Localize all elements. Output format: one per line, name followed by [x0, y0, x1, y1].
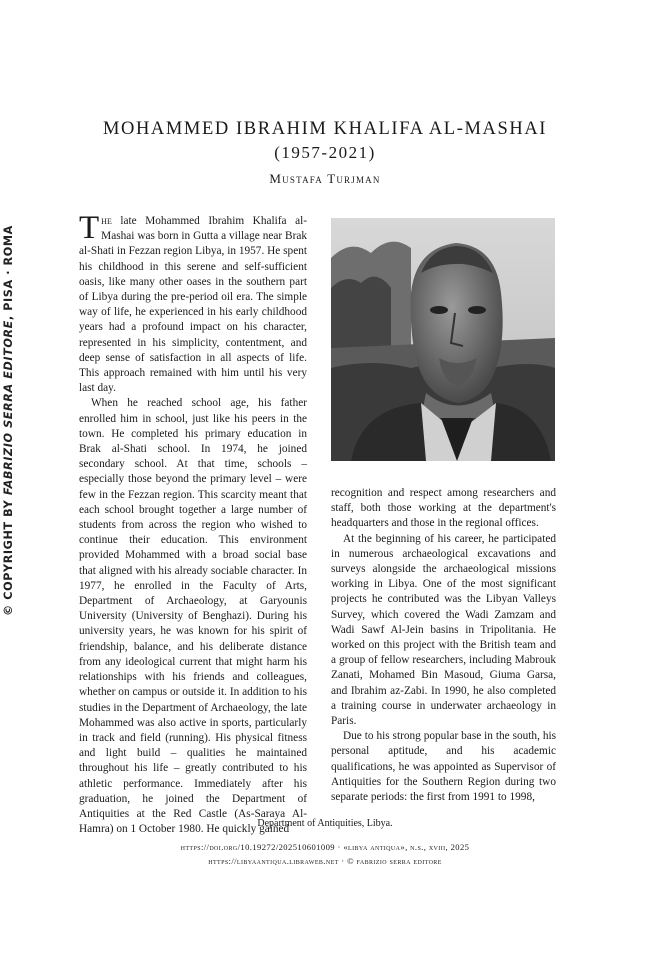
portrait-photo [331, 218, 555, 461]
paragraph: recognition and respect among researchers and staff, both those working at the department's headquarters and those in the regional offices. [331, 487, 556, 530]
copyright-notice: © COPYRIGHT BY FABRIZIO SERRA EDITORE, PISA · ROMA [2, 225, 15, 616]
article-author: Mustafa Turjman [269, 171, 381, 186]
portrait-image [331, 218, 555, 461]
paragraph: When he reached school age, his father enrolled him in school, just like his peers in the town. He completed his primary education in Brak al-Shati school. In 1974, he joined secondary school. At that time, schools – especially those beyond the primary level – were few in the Fezzan region. This scarcity meant that each school brought together a large number of students from across the region who wished to continue their education. This environment provided Mohammed with a broad social base that aligned with his already sociable character. In 1977, he enrolled in the Faculty of Arts, Department of Archaeology, at Garyounis University (University of Benghazi). During his university years, he was known for his spirit of friendship, balance, and his deliberate distance from any ideological current that might harm his relationships with his friends and colleagues, whether on campus or outside it. In addition to his studies in the Department of Archaeology, the late Mohammed was also active in sports, particularly in track and field (running). His physical fitness and light build – qualities he maintained throughout his life – greatly contributed to his athletic performance. Immediately after his graduation, he joined the Department of Antiquities at the Red Castle (As-Saraya Al-Hamra) on 1 October 1980. He quickly gained [79, 397, 307, 836]
paragraph: Due to his strong popular base in the south, his personal aptitude, and his academic qualifications, he was appointed as Supervisor of Antiquities for the Southern Region during two separate periods: the first from 1991 to 1998, [331, 730, 556, 804]
figure-caption: Department of Antiquities, Libya. [257, 818, 393, 829]
drop-cap: T [79, 210, 100, 246]
paragraph: The late Mohammed Ibrahim Khalifa al-Mashai was born in Gutta a village near Brak al-Shati in Fezzan region Libya, in 1957. He spent his childhood in this serene and self-sufficient oasis, like many other oases in the southern part of Libya during the pre-period oil era. The simple way of life, he experienced in his early childhood years had a profound impact on his character, represented in his simplicity, contentment, and deep sense of satisfaction in all aspects of life. This approach remained with him until his very last day. [79, 210, 307, 395]
lead-word: he [101, 215, 112, 227]
right-column [331, 486, 556, 805]
doi-footer: https://doi.org/10.19272/202510601009 · «libya antiqua», n.s., xviii, 2025 [180, 842, 470, 852]
left-column [79, 210, 307, 837]
publisher-footer: https://libyaantiqua.libraweb.net · © fabrizio serra editore [208, 856, 442, 866]
article-title: MOHAMMED IBRAHIM KHALIFA AL-MASHAI [102, 119, 548, 139]
article-years: (1957-2021) [274, 143, 376, 162]
paragraph: At the beginning of his career, he participated in numerous archaeological excavations and surveys alongside the archaeological missions working in Libya. One of the most significant projects he contributed was the Libyan Valleys Survey, which covered the Wadi Zamzam and Wadi Sawf Al-Jein basins in Tripolitania. He worked on this project with the British team and a group of fellow researchers, including Mabrouk Zanati, Mohamed Bin Masoud, Giuma Garsa, and Ibrahim az-Zabi. In 1990, he also completed a training course in underwater archaeology in Paris. [331, 532, 556, 728]
